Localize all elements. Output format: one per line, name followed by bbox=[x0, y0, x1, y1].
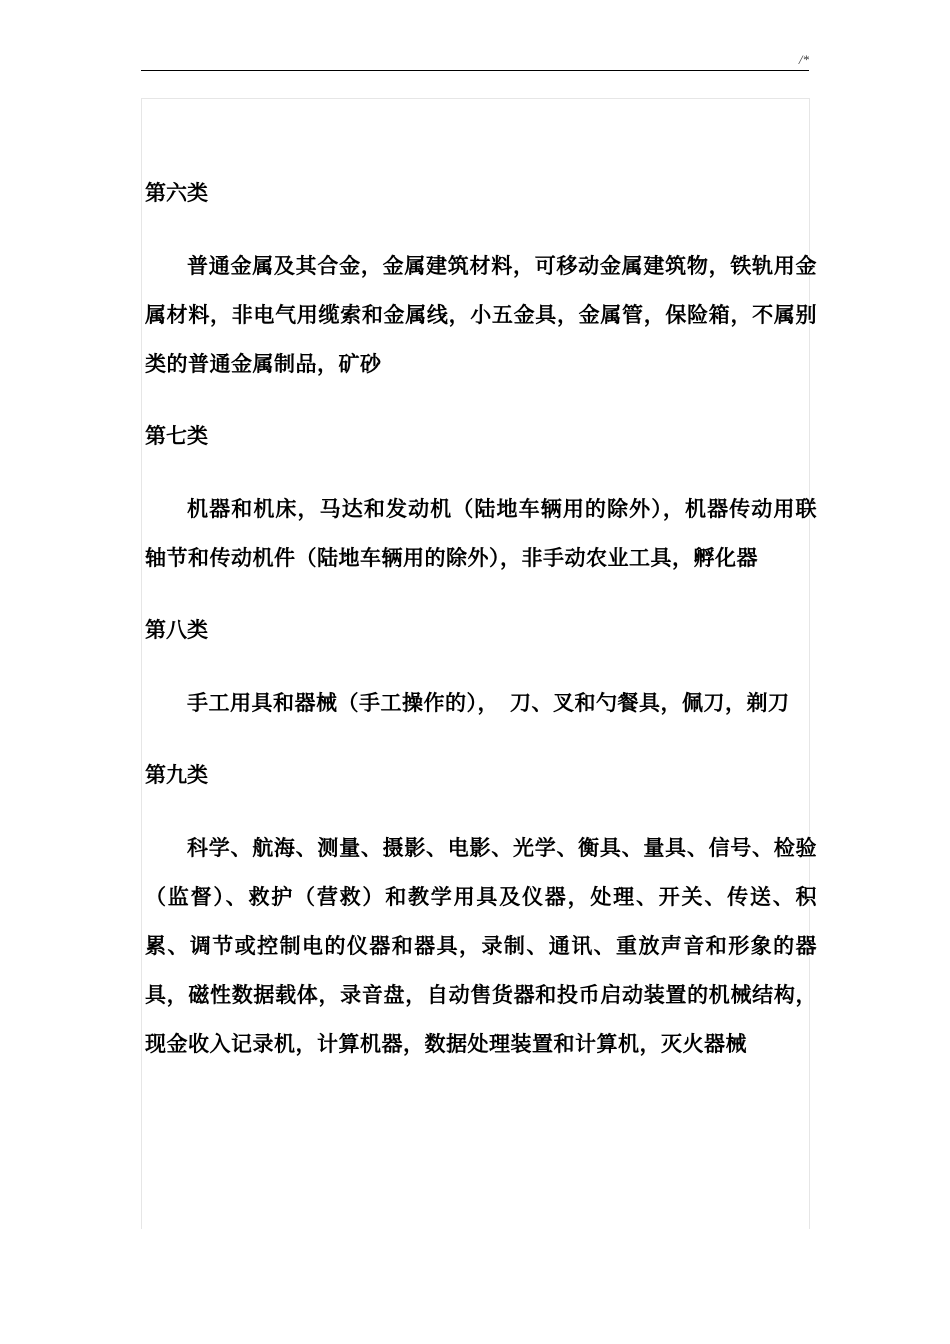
section-heading: 第七类 bbox=[145, 423, 208, 448]
section-body: 普通金属及其合金，金属建筑材料，可移动金属建筑物，铁轨用金属材料，非电气用缆索和金属线，小五金具，金属管，保险箱，不属别类的普通金属制品，矿砂 bbox=[145, 253, 817, 376]
section-body: 机器和机床，马达和发动机（陆地车辆用的除外），机器传动用联轴节和传动机件（陆地车辆用的除外），非手动农业工具，孵化器 bbox=[145, 496, 817, 570]
section-heading: 第八类 bbox=[145, 617, 208, 642]
header-rule bbox=[141, 70, 809, 71]
section-heading: 第六类 bbox=[145, 180, 208, 205]
page-header-mark: /* bbox=[798, 52, 809, 67]
section-heading: 第九类 bbox=[145, 762, 208, 787]
document-body bbox=[145, 168, 817, 1068]
section-body: 手工用具和器械（手工操作的）， 刀、叉和勺餐具，佩刀，剃刀 bbox=[187, 690, 790, 715]
section-body: 科学、航海、测量、摄影、电影、光学、衡具、量具、信号、检验（监督）、救护（营救）和教学用具及仪器，处理、开关、传送、积累、调节或控制电的仪器和器具，录制、通讯、重放声音和形象的器具，磁性数据载体，录音盘，自动售货器和投币启动装置的机械结构，现金收入记录机，计算机器，数据处理装置和计算机，灭火器械 bbox=[145, 835, 817, 1056]
